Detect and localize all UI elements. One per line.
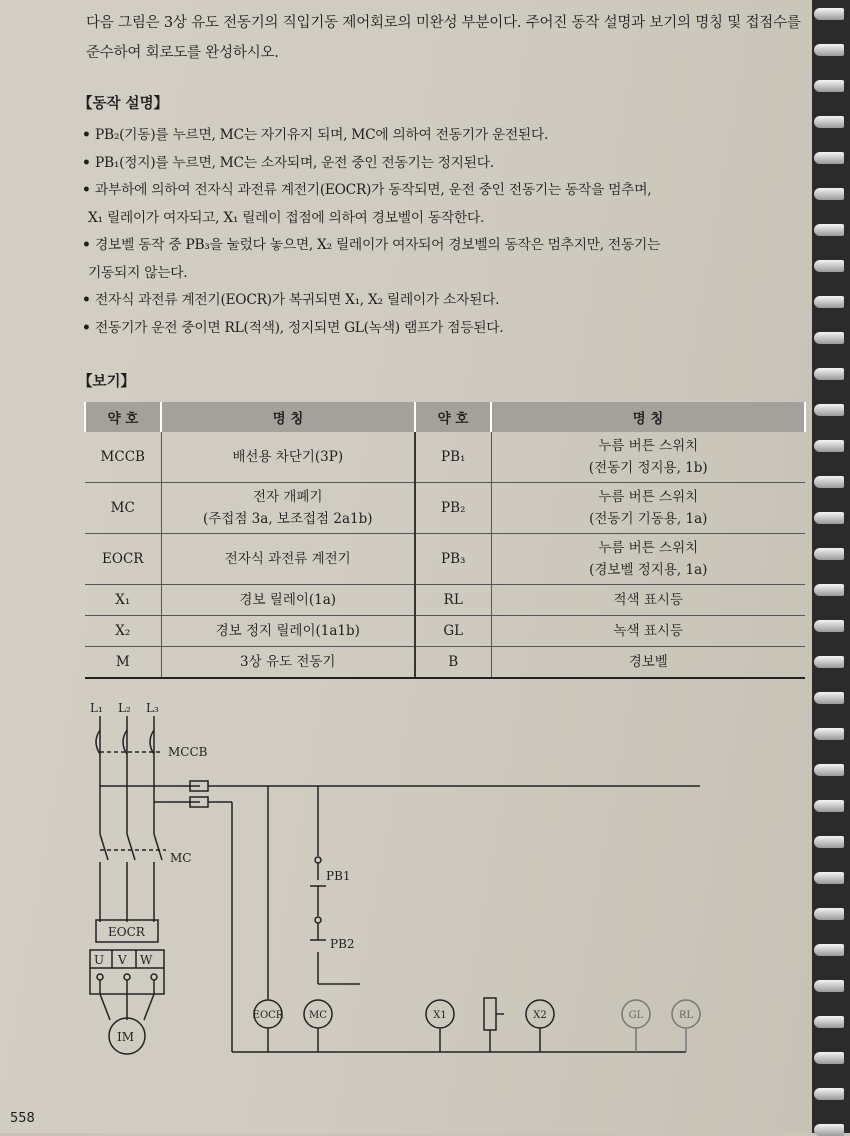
legend-name-cell: 누름 버튼 스위치 (전동기 정지용, 1b) bbox=[491, 432, 805, 483]
legend-row bbox=[85, 432, 805, 483]
spiral-ring bbox=[814, 188, 844, 200]
operation-item: • 전자식 과전류 계전기(EOCR)가 복귀되면 X₁, X₂ 릴레이가 소자된다. bbox=[80, 287, 810, 315]
legend-name-cell: 누름 버튼 스위치 (경보벨 정지용, 1a) bbox=[491, 534, 805, 585]
mc-contact-label: MC bbox=[170, 851, 192, 865]
legend-name-cell: 경보 정지 릴레이(1a1b) bbox=[161, 616, 415, 647]
mccb-label: MCCB bbox=[168, 745, 208, 759]
spiral-ring bbox=[814, 8, 844, 20]
coil-x1: X1 bbox=[433, 1010, 447, 1021]
legend-symbol-cell: RL bbox=[415, 585, 491, 616]
spiral-ring bbox=[814, 296, 844, 308]
lamp-gl: GL bbox=[628, 1010, 644, 1021]
legend-symbol-cell: PB₂ bbox=[415, 483, 491, 534]
spiral-ring bbox=[814, 584, 844, 596]
legend-header-row bbox=[85, 402, 805, 432]
pb1-label: PB1 bbox=[326, 869, 351, 883]
spiral-ring bbox=[814, 1124, 844, 1136]
operation-item: • PB₂(기동)를 누르면, MC는 자기유지 되며, MC에 의하여 전동기가 운전된다. bbox=[80, 122, 810, 150]
legend-body bbox=[85, 432, 805, 678]
eocr-box-label: EOCR bbox=[108, 925, 145, 939]
spiral-ring bbox=[814, 1088, 844, 1100]
line-label-l1: L₁ bbox=[90, 701, 103, 715]
header-symbol: 약 호 bbox=[85, 402, 161, 432]
spiral-ring bbox=[814, 980, 844, 992]
page-number: 558 bbox=[10, 1111, 35, 1126]
spiral-ring bbox=[814, 80, 844, 92]
legend-symbol-cell: MC bbox=[85, 483, 161, 534]
spiral-ring bbox=[814, 908, 844, 920]
legend-name-cell: 녹색 표시등 bbox=[491, 616, 805, 647]
spiral-ring bbox=[814, 764, 844, 776]
control-circuit-diagram bbox=[0, 690, 812, 1070]
spiral-ring bbox=[814, 872, 844, 884]
spiral-ring bbox=[814, 116, 844, 128]
pb2-label: PB2 bbox=[330, 937, 355, 951]
legend-table bbox=[84, 402, 806, 679]
legend-symbol-cell: X₁ bbox=[85, 585, 161, 616]
motor-label: IM bbox=[117, 1030, 135, 1044]
legend-name-cell: 전자식 과전류 계전기 bbox=[161, 534, 415, 585]
legend-symbol-cell: PB₁ bbox=[415, 432, 491, 483]
legend-symbol-cell: EOCR bbox=[85, 534, 161, 585]
legend-symbol-cell: M bbox=[85, 647, 161, 679]
spiral-ring bbox=[814, 692, 844, 704]
terminal-u: U bbox=[94, 953, 105, 967]
spiral-ring bbox=[814, 512, 844, 524]
spiral-ring bbox=[814, 404, 844, 416]
operation-item: • 전동기가 운전 중이면 RL(적색), 정지되면 GL(녹색) 램프가 점등된다. bbox=[80, 315, 810, 343]
spiral-ring bbox=[814, 728, 844, 740]
lamp-rl: RL bbox=[678, 1010, 694, 1021]
terminal-w: W bbox=[140, 953, 153, 967]
legend-symbol-cell: X₂ bbox=[85, 616, 161, 647]
coil-mc: MC bbox=[309, 1010, 327, 1021]
spiral-ring bbox=[814, 548, 844, 560]
legend-title: 【보기】 bbox=[78, 373, 136, 390]
legend-row bbox=[85, 483, 805, 534]
legend-name-cell: 경보 릴레이(1a) bbox=[161, 585, 415, 616]
header-name: 명 칭 bbox=[491, 402, 805, 432]
spiral-ring bbox=[814, 44, 844, 56]
operation-list bbox=[80, 122, 810, 342]
spiral-ring bbox=[814, 656, 844, 668]
legend-name-cell: 적색 표시등 bbox=[491, 585, 805, 616]
spiral-ring bbox=[814, 944, 844, 956]
spiral-ring bbox=[814, 1052, 844, 1064]
header-name: 명 칭 bbox=[161, 402, 415, 432]
spiral-ring bbox=[814, 440, 844, 452]
spiral-ring bbox=[814, 368, 844, 380]
legend-symbol-cell: GL bbox=[415, 616, 491, 647]
header-symbol: 약 호 bbox=[415, 402, 491, 432]
legend-name-cell: 누름 버튼 스위치 (전동기 기동용, 1a) bbox=[491, 483, 805, 534]
spiral-ring bbox=[814, 836, 844, 848]
spiral-ring bbox=[814, 224, 844, 236]
operation-item-continued: X₁ 릴레이가 여자되고, X₁ 릴레이 접점에 의하여 경보벨이 동작한다. bbox=[88, 209, 485, 226]
spiral-ring bbox=[814, 476, 844, 488]
legend-row bbox=[85, 616, 805, 647]
legend-name-cell: 전자 개폐기 (주접점 3a, 보조접점 2a1b) bbox=[161, 483, 415, 534]
spiral-ring bbox=[814, 620, 844, 632]
legend-symbol-cell: B bbox=[415, 647, 491, 679]
legend-name-cell: 3상 유도 전동기 bbox=[161, 647, 415, 679]
line-label-l2: L₂ bbox=[118, 701, 131, 715]
problem-statement: 다음 그림은 3상 유도 전동기의 직입기동 제어회로의 미완성 부분이다. 주어진 동작 설명과 보기의 명칭 및 접점수를 준수하여 회로도를 완성하시오. bbox=[86, 15, 801, 61]
legend-symbol-cell: PB₃ bbox=[415, 534, 491, 585]
spiral-binding bbox=[812, 0, 850, 1133]
spiral-ring bbox=[814, 260, 844, 272]
legend-name-cell: 배선용 차단기(3P) bbox=[161, 432, 415, 483]
operation-item: • PB₁(정지)를 누르면, MC는 소자되며, 운전 중인 전동기는 정지된다. bbox=[80, 150, 810, 178]
operation-title: 【동작 설명】 bbox=[78, 95, 169, 112]
spiral-ring bbox=[814, 332, 844, 344]
legend-name-cell: 경보벨 bbox=[491, 647, 805, 679]
operation-item-continued: 기동되지 않는다. bbox=[88, 264, 188, 281]
coil-x2: X2 bbox=[533, 1010, 547, 1021]
coil-eocr: EOCR bbox=[252, 1010, 284, 1021]
operation-item: • 과부하에 의하여 전자식 과전류 계전기(EOCR)가 동작되면, 운전 중인 전동기는 동작을 멈추며, bbox=[80, 177, 810, 205]
spiral-ring bbox=[814, 800, 844, 812]
terminal-v: V bbox=[118, 953, 127, 967]
line-label-l3: L₃ bbox=[146, 701, 159, 715]
legend-symbol-cell: MCCB bbox=[85, 432, 161, 483]
legend-row bbox=[85, 647, 805, 679]
legend-row bbox=[85, 585, 805, 616]
operation-item: • 경보벨 동작 중 PB₃을 눌렀다 놓으면, X₂ 릴레이가 여자되어 경보벨의 동작은 멈추지만, 전동기는 bbox=[80, 232, 810, 260]
legend-row bbox=[85, 534, 805, 585]
spiral-ring bbox=[814, 1016, 844, 1028]
spiral-ring bbox=[814, 152, 844, 164]
